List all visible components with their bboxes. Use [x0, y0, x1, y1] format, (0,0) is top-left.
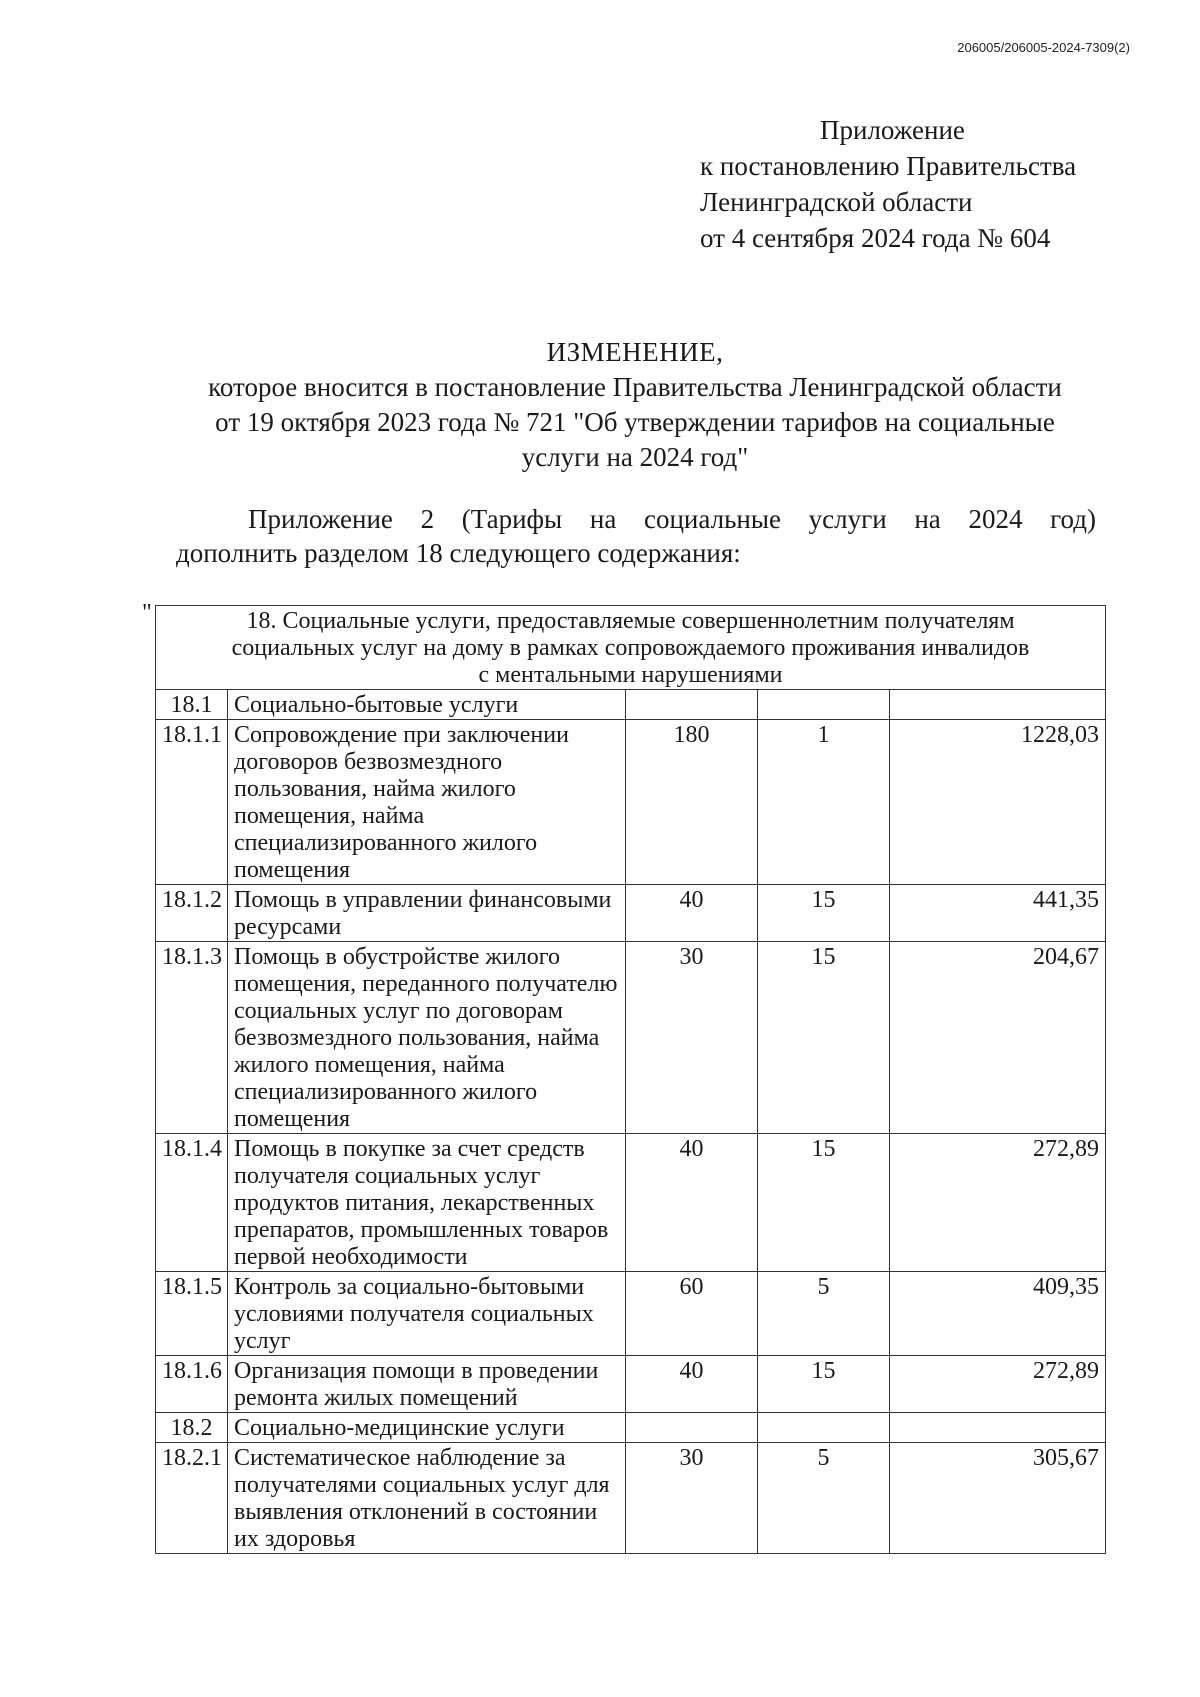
- service-count: 15: [758, 942, 890, 1134]
- paragraph-word: на: [589, 504, 617, 534]
- title-line-3: услуги на 2024 год": [521, 442, 749, 472]
- service-count: 5: [758, 1272, 890, 1356]
- paragraph-line-2: дополнить разделом 18 следующего содержания:: [176, 538, 741, 568]
- service-name: Помощь в обустройстве жилого помещения, переданного получателю социальных услуг по договорам безвозмездного пользования, найма жилого помещения, найма специализированного жилого помещения: [228, 942, 626, 1134]
- paragraph-word: 2024: [968, 504, 1023, 534]
- group-row: [156, 1413, 1106, 1443]
- document-id: 206005/206005-2024-7309(2): [957, 40, 1130, 55]
- table-row: [156, 1443, 1106, 1554]
- service-name: Помощь в покупке за счет средств получателя социальных услуг продуктов питания, лекарственных препаратов, промышленных товаров первой необходимости: [228, 1134, 626, 1272]
- group-number: 18.1: [156, 690, 228, 720]
- service-time: 40: [626, 885, 758, 942]
- service-number: 18.1.3: [156, 942, 228, 1134]
- service-time: 180: [626, 720, 758, 885]
- amendment-paragraph: [176, 502, 1096, 570]
- tariff-table: [155, 605, 1106, 1554]
- service-time: 60: [626, 1272, 758, 1356]
- service-number: 18.1.1: [156, 720, 228, 885]
- paragraph-word: социальные: [644, 504, 781, 534]
- appendix-line-1: Приложение: [820, 115, 965, 145]
- service-price: 441,35: [890, 885, 1106, 942]
- service-name: Помощь в управлении финансовыми ресурсами: [228, 885, 626, 942]
- document-title: [170, 335, 1100, 475]
- service-count: 15: [758, 885, 890, 942]
- service-number: 18.2.1: [156, 1443, 228, 1554]
- service-count: 1: [758, 720, 890, 885]
- empty-cell: [758, 690, 890, 720]
- title-line-2: от 19 октября 2023 года № 721 "Об утверждении тарифов на социальные: [215, 407, 1055, 437]
- table-row: [156, 1134, 1106, 1272]
- table-row: [156, 942, 1106, 1134]
- empty-cell: [890, 1413, 1106, 1443]
- empty-cell: [626, 1413, 758, 1443]
- group-row: [156, 690, 1106, 720]
- paragraph-word: услуги: [808, 504, 887, 534]
- section-header-line-1: 18. Социальные услуги, предоставляемые совершеннолетним получателям: [246, 608, 1015, 634]
- service-number: 18.1.6: [156, 1356, 228, 1413]
- service-name: Сопровождение при заключении договоров безвозмездного пользования, найма жилого помещения, найма специализированного жилого помещения: [228, 720, 626, 885]
- table-row: [156, 720, 1106, 885]
- appendix-line-2: к постановлению Правительства: [700, 151, 1077, 181]
- service-price: 305,67: [890, 1443, 1106, 1554]
- service-time: 40: [626, 1356, 758, 1413]
- opening-quote: ": [142, 600, 152, 626]
- section-header-line-3: с ментальными нарушениями: [478, 662, 783, 688]
- appendix-line-4: от 4 сентября 2024 года № 604: [700, 223, 1051, 253]
- service-name: Контроль за социально-бытовыми условиями получателя социальных услуг: [228, 1272, 626, 1356]
- paragraph-line-1: [176, 502, 1096, 536]
- service-count: 15: [758, 1356, 890, 1413]
- group-title: Социально-бытовые услуги: [228, 690, 626, 720]
- paragraph-word: на: [914, 504, 941, 534]
- appendix-header: [700, 112, 1076, 256]
- group-number: 18.2: [156, 1413, 228, 1443]
- service-time: 30: [626, 942, 758, 1134]
- paragraph-word: год): [1050, 504, 1096, 534]
- service-price: 1228,03: [890, 720, 1106, 885]
- group-title: Социально-медицинские услуги: [228, 1413, 626, 1443]
- service-count: 5: [758, 1443, 890, 1554]
- service-name: Систематическое наблюдение за получателями социальных услуг для выявления отклонений в состоянии их здоровья: [228, 1443, 626, 1554]
- service-price: 409,35: [890, 1272, 1106, 1356]
- title-line-1: которое вносится в постановление Правительства Ленинградской области: [208, 372, 1062, 402]
- service-number: 18.1.4: [156, 1134, 228, 1272]
- empty-cell: [890, 690, 1106, 720]
- service-price: 204,67: [890, 942, 1106, 1134]
- appendix-line-3: Ленинградской области: [700, 187, 973, 217]
- service-price: 272,89: [890, 1356, 1106, 1413]
- service-price: 272,89: [890, 1134, 1106, 1272]
- paragraph-word: Приложение: [248, 504, 393, 534]
- service-number: 18.1.5: [156, 1272, 228, 1356]
- section-header: [156, 606, 1106, 690]
- paragraph-word: 2: [420, 504, 435, 534]
- service-name: Организация помощи в проведении ремонта жилых помещений: [228, 1356, 626, 1413]
- service-time: 30: [626, 1443, 758, 1554]
- table-row: [156, 1356, 1106, 1413]
- section-header-line-2: социальных услуг на дому в рамках сопровождаемого проживания инвалидов: [231, 635, 1030, 661]
- service-count: 15: [758, 1134, 890, 1272]
- title-main: ИЗМЕНЕНИЕ,: [546, 337, 724, 367]
- service-time: 40: [626, 1134, 758, 1272]
- paragraph-word: (Тарифы: [461, 504, 563, 534]
- table-row: [156, 1272, 1106, 1356]
- empty-cell: [626, 690, 758, 720]
- section-header-row: [156, 606, 1106, 690]
- table-row: [156, 885, 1106, 942]
- empty-cell: [758, 1413, 890, 1443]
- service-number: 18.1.2: [156, 885, 228, 942]
